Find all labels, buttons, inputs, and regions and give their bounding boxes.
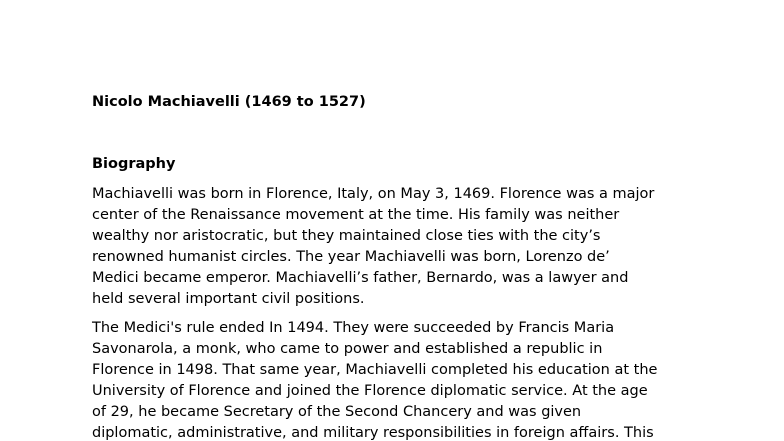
paragraph-line: wealthy nor aristocratic, but they maintained close ties with the city’s bbox=[92, 228, 601, 244]
paragraph-line: Machiavelli was born in Florence, Italy, on May 3, 1469. Florence was a major bbox=[92, 186, 655, 202]
paragraph-line: center of the Renaissance movement at the time. His family was neither bbox=[92, 207, 620, 223]
paragraph-line: renowned humanist circles. The year Machiavelli was born, Lorenzo de’ bbox=[92, 249, 610, 265]
paragraph-1 bbox=[92, 184, 654, 310]
section-heading-biography: Biography bbox=[92, 156, 176, 172]
paragraph-line: diplomatic, administrative, and military responsibilities in foreign affairs. This bbox=[92, 425, 654, 441]
paragraph-line: of 29, he became Secretary of the Second Chancery and was given bbox=[92, 404, 582, 420]
paragraph-2 bbox=[92, 318, 657, 441]
paragraph-line: The Medici's rule ended In 1494. They were succeeded by Francis Maria bbox=[92, 320, 615, 336]
document-title: Nicolo Machiavelli (1469 to 1527) bbox=[92, 94, 366, 110]
paragraph-line: Medici became emperor. Machiavelli’s father, Bernardo, was a lawyer and bbox=[92, 270, 629, 286]
paragraph-line: Savonarola, a monk, who came to power and established a republic in bbox=[92, 341, 603, 357]
paragraph-line: held several important civil positions. bbox=[92, 291, 365, 307]
paragraph-line: University of Florence and joined the Florence diplomatic service. At the age bbox=[92, 383, 648, 399]
paragraph-line: Florence in 1498. That same year, Machiavelli completed his education at the bbox=[92, 362, 658, 378]
